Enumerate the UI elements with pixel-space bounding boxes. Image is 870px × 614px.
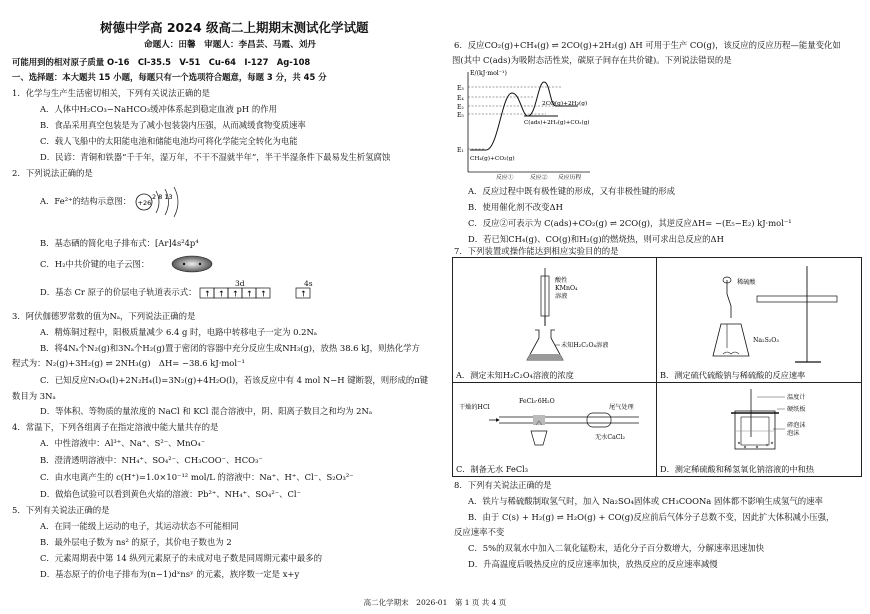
page-footer: 高二化学期末 2026-01 第 1 页 共 4 页 bbox=[363, 598, 507, 607]
q3-option-b-line2: 程式为：N₂(g)+3H₂(g) ⇌ 2NH₃(g) ΔH= −38.6 kJ·mol⁻¹ bbox=[12, 358, 245, 368]
caption-b: B．测定硫代硫酸钠与稀硫酸的反应速率 bbox=[660, 369, 806, 380]
q6-stem-line1: 6．反应CO₂(g)+CH₄(g) ⇌ 2CO(g)+2H₂(g) ΔH 可用于生产 CO(g)，该反应的反应历程—能量变化如 bbox=[454, 40, 841, 50]
graph-y-label: E/(kJ·mol⁻¹) bbox=[470, 70, 507, 77]
q4-option-c: C．由水电离产生的 c(H⁺)=1.0×10⁻¹² mol/L 的溶液中：Na⁺、H⁺、Cl⁻、S₂O₃²⁻ bbox=[40, 472, 354, 482]
q3-option-d: D．等体积、等物质的量浓度的 NaCl 和 KCl 混合溶液中，阴、阳离子数目之和均为 2Nₐ bbox=[40, 406, 373, 416]
caption-d: D．测定稀硫酸和稀氢氧化钠溶液的中和热 bbox=[660, 463, 814, 474]
label-na2s2o3: Na₂S₂O₃ bbox=[753, 337, 779, 344]
level-e2: E₂ bbox=[457, 104, 464, 111]
label-foam1: 碎泡沫 bbox=[787, 422, 806, 429]
species-start: CH₄(g)+CO₂(g) bbox=[470, 156, 515, 162]
q3-option-c-line2: 数目为 3Nₐ bbox=[12, 391, 56, 401]
svg-text:↑: ↑ bbox=[232, 289, 239, 299]
q1-option-b: B．食品采用真空包装是为了减小包装袋内压强，从而减缓食物变质速率 bbox=[40, 120, 306, 130]
q6-option-a: A．反应过程中既有极性键的形成，又有非极性键的形成 bbox=[468, 186, 676, 196]
q1-option-a: A．人体中H₂CO₃−NaHCO₃缓冲体系起到稳定血液 pH 的作用 bbox=[40, 104, 277, 114]
q1-stem: 1．化学与生产生活密切相关，下列有关说法正确的是 bbox=[12, 88, 210, 98]
q4-option-d: D．做焰色试验可以看到黄色火焰的溶液：Pb²⁺、NH₄⁺、SO₄²⁻、Cl⁻ bbox=[40, 489, 302, 499]
orbital-4s-label: 4s bbox=[304, 279, 313, 288]
label-solution: 溶液 bbox=[555, 293, 568, 300]
svg-text:↑: ↑ bbox=[260, 289, 267, 299]
x-label-path: 反应历程 bbox=[558, 175, 582, 181]
apparatus-cell-d bbox=[657, 383, 862, 477]
level-e3: E₃ bbox=[457, 85, 464, 92]
authors: 命题人：田馨 审题人：李昌芸、马霞、刘丹 bbox=[144, 40, 316, 50]
q3-stem: 3．阿伏伽德罗常数的值为Nₐ，下列说法正确的是 bbox=[12, 311, 196, 321]
exam-title: 树德中学高 2024 级高二上期期末测试化学试题 bbox=[100, 20, 369, 35]
label-cacl2: 无水CaCl₂ bbox=[595, 434, 625, 441]
q6-option-d: D．若已知CH₄(g)、CO(g)和H₂(g)的燃烧热，则可求出总反应的ΔH bbox=[468, 234, 724, 244]
q4-option-b: B．澄清透明溶液中：NH₄⁺、SO₄²⁻、CH₃COO⁻、HCO₃⁻ bbox=[40, 455, 263, 465]
q4-stem: 4．常温下，下列各组离子在指定溶液中能大量共存的是 bbox=[12, 422, 219, 432]
caption-a: A．测定未知H₂C₂O₄溶液的浓度 bbox=[456, 369, 574, 380]
apparatus-cell-c bbox=[453, 383, 657, 477]
q1-option-c: C．载人飞船中的太阳能电池和储能电池均可将化学能完全转化为电能 bbox=[40, 136, 298, 146]
q5-option-b: B．最外层电子数为 ns² 的原子，其价电子数也为 2 bbox=[40, 537, 232, 547]
q2-option-c: C．H₂中共价键的电子云图： bbox=[40, 259, 150, 269]
fecl3-apparatus bbox=[459, 391, 655, 461]
shell-electrons: 2 8 13 bbox=[152, 193, 173, 201]
x-label-r1: 反应① bbox=[496, 175, 514, 181]
svg-text:↑: ↑ bbox=[246, 289, 253, 299]
label-oxalic: 未知H₂C₂O₄溶液 bbox=[561, 342, 609, 349]
apparatus-cell-a bbox=[453, 258, 657, 383]
q8-option-d: D．升高温度后吸热反应的反应速率加快，放热反应的反应速率减慢 bbox=[468, 559, 718, 569]
species-top: 2CO(g)+2H₂(g) bbox=[542, 101, 588, 107]
q5-option-c: C．元素周期表中第 14 纵列元素原子的未成对电子数是同周期元素中最多的 bbox=[40, 553, 323, 563]
level-e4: E₄ bbox=[457, 95, 464, 102]
q8-option-c: C．5%的双氧水中加入二氧化锰粉末，适化分子百分数增大，分解速率迅速加快 bbox=[468, 543, 765, 553]
q1-option-d: D．民谚：青铜和铁器“千千年，湿万年，不干不湿就半年”，半干半湿条件下最易发生析氢腐蚀 bbox=[40, 152, 391, 162]
q6-option-c: C．反应②可表示为 C(ads)+CO₂(g) ⇌ 2CO(g)，其逆反应ΔH= −(E₅−E₂) kJ·mol⁻¹ bbox=[468, 218, 792, 228]
nucleus-charge: +26 bbox=[137, 199, 152, 207]
svg-text:↑: ↑ bbox=[204, 289, 211, 299]
label-foam2: 泡沫 bbox=[787, 430, 800, 437]
label-tail-gas: 尾气处理 bbox=[609, 404, 634, 411]
q3-option-c-line1: C．已知反应N₂O₄(l)+2N₂H₄(l)=3N₂(g)+4H₂O(l)，若该反应中有 4 mol N−H 键断裂，则形成的π键 bbox=[40, 375, 429, 385]
h2-electron-cloud bbox=[170, 254, 214, 274]
energy-profile-graph bbox=[454, 68, 594, 180]
q7-apparatus-table bbox=[452, 257, 862, 477]
cr-orbital-diagram bbox=[200, 287, 320, 299]
caption-c: C．制备无水 FeCl₃ bbox=[456, 463, 529, 474]
species-mid: C(ads)+2H₂(g)+CO₂(g) bbox=[524, 120, 590, 126]
section-heading: 一、选择题：本大题共 15 小题，每题只有一个选项符合题意，每题 3 分，共 45 分 bbox=[12, 72, 327, 82]
q7-stem: 7．下列装置或操作能达到相应实验目的的是 bbox=[454, 246, 619, 256]
q5-option-a: A．在同一能级上运动的电子，其运动状态不可能相同 bbox=[40, 521, 239, 531]
svg-text:↑: ↑ bbox=[218, 289, 225, 299]
q3-option-a: A．精炼铜过程中，阳极质量减少 6.4 g 时，电路中转移电子一定为 0.2Nₐ bbox=[40, 327, 318, 337]
q8-stem: 8．下列有关说法正确的是 bbox=[454, 480, 552, 490]
q2-option-a: A．Fe²⁺的结构示意图： bbox=[40, 196, 132, 206]
q6-option-b: B．使用催化剂不改变ΔH bbox=[468, 202, 563, 212]
q5-stem: 5．下列有关说法正确的是 bbox=[12, 505, 110, 515]
orbital-3d-label: 3d bbox=[235, 279, 245, 288]
apparatus-cell-b bbox=[657, 258, 862, 383]
fe-ion-structure-diagram bbox=[134, 185, 194, 219]
label-acidic: 酸性 bbox=[555, 277, 568, 284]
q8-option-b-line2: 反应速率不变 bbox=[454, 527, 505, 537]
q2-stem: 2．下列说法正确的是 bbox=[12, 168, 93, 178]
label-cardboard: 硬纸板 bbox=[787, 406, 806, 413]
q8-option-b-line1: B．由于 C(s) + H₂(g) ⇌ H₂O(g) + CO(g)反应前后气体分子总数不变，因此扩大体积减小压强， bbox=[468, 512, 835, 522]
label-dilute-h2so4: 稀硫酸 bbox=[737, 279, 756, 286]
x-label-r2: 反应② bbox=[530, 175, 548, 181]
calorimeter bbox=[727, 387, 857, 461]
q2-option-b: B．基态硒的简化电子排布式：[Ar]4s²4p⁴ bbox=[40, 238, 199, 248]
q5-option-d: D．基态原子的价电子排布为(n−1)dˣnsʸ 的元素，族序数一定是 x+y bbox=[40, 569, 300, 579]
label-kmno4: KMnO₄ bbox=[555, 285, 578, 292]
q6-stem-line2: 图(其中 C(ads)为吸附态活性炭，碳原子间存在共价键)。下列说法错误的是 bbox=[452, 55, 732, 65]
label-dry-hcl: 干燥的HCl bbox=[459, 404, 490, 411]
svg-text:↑: ↑ bbox=[300, 289, 307, 299]
q8-option-a: A．铁片与稀硫酸制取氢气时，加入 Na₂SO₄固体或 CH₃COONa 固体都不影响生成氢气的速率 bbox=[468, 496, 823, 506]
titration-apparatus bbox=[503, 268, 653, 368]
level-e5: E₅ bbox=[457, 112, 464, 119]
q3-option-b-line1: B．将4Nₐ个N₂(g)和3Nₐ个H₂(g)置于密闭的容器中充分反应生成NH₃(g)，放热 38.6 kJ，则热化学方 bbox=[40, 343, 420, 353]
label-thermometer: 温度计 bbox=[787, 394, 806, 401]
level-e1: E₁ bbox=[457, 147, 464, 154]
rate-apparatus bbox=[697, 266, 847, 370]
atomic-masses: 可能用到的相对原子质量 O-16 Cl-35.5 V-51 Cu-64 I-127 Ag-108 bbox=[12, 57, 311, 67]
q2-option-d: D．基态 Cr 原子的价层电子轨道表示式： bbox=[40, 287, 197, 297]
q4-option-a: A．中性溶液中：Al³⁺、Na⁺、S²⁻、MnO₄⁻ bbox=[40, 438, 206, 448]
label-fecl3-hydrate: FeCl₃·6H₂O bbox=[519, 398, 555, 405]
